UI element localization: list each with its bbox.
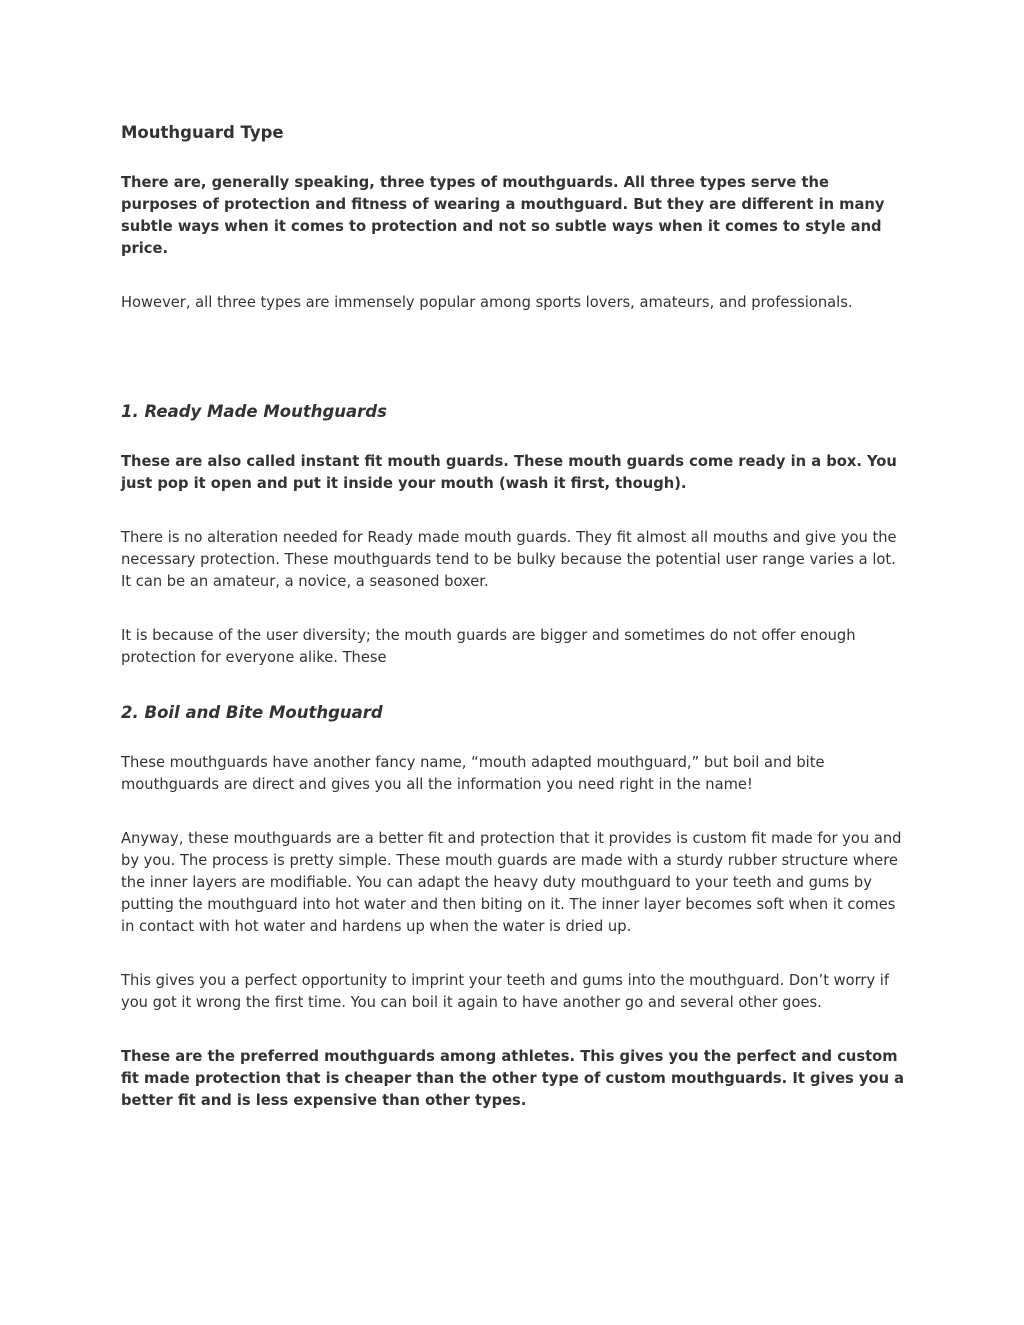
ready-made-title: 1. Ready Made Mouthguards [121, 402, 387, 421]
ready-made-paragraph-2: It is because of the user diversity; the mouth guards are bigger and sometimes do not offer enough protection for everyone alike. These [121, 627, 856, 666]
intro-bold-paragraph: There are, generally speaking, three types of mouthguards. All three types serve the purposes of protection and fitness of wearing a mouthguard. But they are different in many subtle ways when it comes to protection and not so subtle ways when it comes to style and price. [121, 174, 885, 257]
ready-made-paragraph-1: There is no alteration needed for Ready made mouth guards. They fit almost all mouths and give you the necessary protection. These mouthguards tend to be bulky because the potential user range varies a lot. It can be an amateur, a novice, a seasoned boxer. [121, 529, 897, 590]
page-title: Mouthguard Type [121, 123, 284, 142]
boil-and-bite-bold-paragraph: These are the preferred mouthguards among athletes. This gives you the perfect and custom fit made protection that is cheaper than the other type of custom mouthguards. It gives you a better fit and is less expensive than other types. [121, 1048, 905, 1109]
boil-and-bite-paragraph-2: Anyway, these mouthguards are a better fit and protection that it provides is custom fit made for you and by you. The process is pretty simple. These mouth guards are made with a sturdy rubber structure where the inner layers are modifiable. You can adapt the heavy duty mouthguard to your teeth and gums by putting the mouthguard into hot water and then biting on it. The inner layer becomes soft when it comes in contact with hot water and hardens up when the water is dried up. [121, 830, 902, 935]
boil-and-bite-paragraph-3: This gives you a perfect opportunity to imprint your teeth and gums into the mouthguard. Don’t worry if you got it wrong the first time. You can boil it again to have another go and several other goes. [121, 972, 890, 1011]
boil-and-bite-paragraph-1: These mouthguards have another fancy name, “mouth adapted mouthguard,” but boil and bite mouthguards are direct and gives you all the information you need right in the name! [121, 754, 825, 793]
boil-and-bite-title: 2. Boil and Bite Mouthguard [121, 703, 383, 722]
ready-made-bold-paragraph: These are also called instant fit mouth guards. These mouth guards come ready in a box. You just pop it open and put it inside your mouth (wash it first, though). [121, 453, 897, 492]
document-page [121, 122, 906, 1112]
intro-paragraph: However, all three types are immensely popular among sports lovers, amateurs, and professionals. [121, 294, 853, 311]
